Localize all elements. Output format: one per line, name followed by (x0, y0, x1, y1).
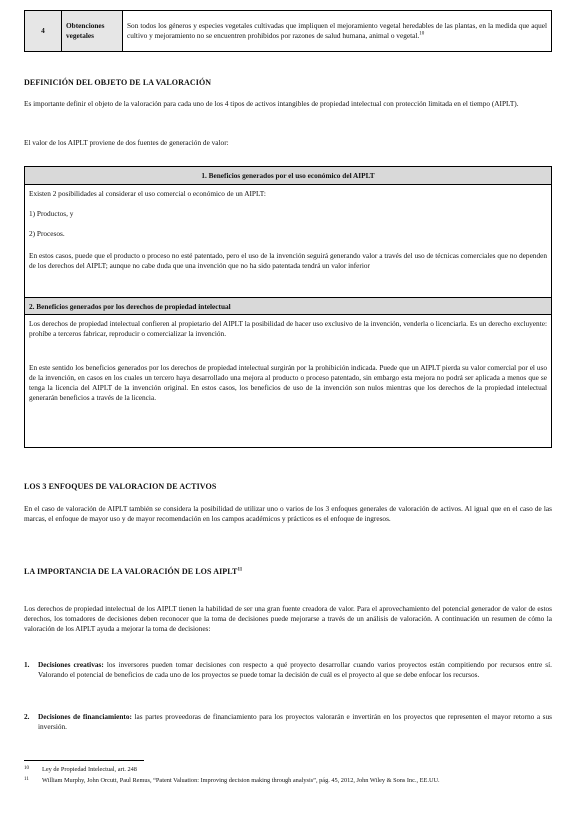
list-number: 2. (24, 712, 30, 721)
list-item (24, 660, 552, 680)
paragraph: Los derechos de propiedad intelectual de los AIPLT tienen la habilidad de ser una gran fuente creadora de valor. Para el aprovechamiento del potencial generador de valor de estos derechos, los tomadores de decisiones deben reconocer que la toma de decisiones puede mejorarse a través de un análisis de valoración. A continuación un resumen de cómo la valoración de los AIPLT ayuda a mejorar la toma de decisiones: (24, 604, 552, 633)
footnote (24, 776, 552, 785)
paragraph: 1) Productos, y (29, 209, 74, 218)
list-body: las partes proveedoras de financiamiento para los proyectos valorarán e invertirán en los proyectos que representen el mayor retorno a sus inversión. (38, 712, 553, 731)
paragraph: En el caso de valoración de AIPLT también se considera la posibilidad de utilizar uno o varios de los 3 enfoques generales de valoración de activos. Al igual que en el caso de las marcas, el enfoque de mayor uso y de mayor recomendación en los campos académicos y prácticos es el enfoque de ingresos. (24, 504, 552, 523)
list-text (38, 660, 552, 680)
footnote-text: William Murphy, John Orcutt, Paul Remus, “Patent Valuation: Improving decision making through analysis”, pág. 45, 2012, John Wiley & Sons Inc., EE.UU. (42, 777, 440, 784)
benefit-header-1: 1. Beneficios generados por el uso económico del AIPLT (25, 167, 551, 185)
section-heading-importancia (24, 567, 242, 576)
footnote-ref[interactable]: 10 (419, 31, 425, 37)
paragraph: Los derechos de propiedad intelectual confieren al propietario del AIPLT la posibilidad de hacer uso exclusivo de la invención, venderla o licenciarla. Es un derecho excluyente: prohíbe a terceros fabricar, reproducir o comercializar la invención. (29, 319, 547, 338)
list-bold-lead: Decisiones creativas: (38, 660, 104, 669)
footnote-mark: 10 (24, 766, 29, 771)
benefits-box (24, 166, 552, 448)
section-heading-enfoques: LOS 3 ENFOQUES DE VALORACION DE ACTIVOS (24, 482, 217, 491)
paragraph: Es importante definir el objeto de la valoración para cada uno de los 4 tipos de activos intangibles de propiedad intelectual con protección limitada en el tiempo (AIPLT). (24, 99, 519, 108)
paragraph: Existen 2 posibilidades al considerar el uso comercial o económico de un AIPLT: (29, 189, 266, 198)
paragraph: En este sentido los beneficios generados por los derechos de propiedad intelectual surgirán por la prohibición indicada. Puede que un AIPLT pierda su valor comercial por el uso de la invención, en casos en los cuales un tercero haya desarrollado una mejora al producto o proceso patentado, sin embargo esta mejora no podrá ser aplicada a menos que se tenga la licencia del AIPLT de la invención original. En estos casos, los beneficios de uso de la invención son nulos mientras que los derechos de la propiedad intelectual generarán beneficios a través de la licencia. (29, 363, 547, 402)
footnote (24, 765, 552, 774)
table-row (25, 11, 552, 52)
paragraph: 2) Procesos. (29, 229, 65, 238)
footnote-ref[interactable]: 11 (237, 567, 243, 573)
benefit-header-2: 2. Beneficios generados por los derechos de propiedad intelectual (25, 297, 551, 315)
footnote-mark: 11 (24, 777, 29, 782)
row-label: Obtenciones vegetales (62, 11, 123, 52)
paragraph: En estos casos, puede que el producto o proceso no esté patentado, pero el uso de la invención seguirá generando valor a través del uso de técnicas comerciales que no dependen de los derechos del AIPLT; aunque no cabe duda que una invención que no ha sido patentada tendrá un valor inferior (29, 251, 547, 270)
list-number: 1. (24, 660, 30, 669)
footnote-divider (24, 760, 144, 761)
footnote-text: Ley de Propiedad Intelectual, art. 248 (42, 766, 137, 773)
ip-types-table-row (24, 10, 552, 52)
row-number: 4 (25, 11, 62, 52)
list-bold-lead: Decisiones de financiamiento: (38, 712, 132, 721)
row-description-text: Son todos los géneros y especies vegetales cultivadas que impliquen el mejoramiento vegetal heredables de las plantas, en la medida que aquel cultivo y mejoramiento no se encuentren prohibidos por razones de salud humana, animal o vegetal. (127, 21, 547, 40)
paragraph: El valor de los AIPLT proviene de dos fuentes de generación de valor: (24, 138, 229, 147)
list-item (24, 712, 552, 732)
row-description (123, 11, 552, 52)
list-text (38, 712, 552, 732)
heading-text: LA IMPORTANCIA DE LA VALORACIÓN DE LOS AIPLT (24, 567, 238, 576)
list-body: los inversores pueden tomar decisiones con respecto a qué proyecto desarrollar cuando varios proyectos están compitiendo por recursos entre sí. Valorando el potencial de beneficios de cada uno de los proyectos se puede tomar la decisión de cuál es el proyecto al que se debe enfocar los recursos. (38, 660, 552, 679)
section-heading-definicion: DEFINICIÓN DEL OBJETO DE LA VALORACIÓN (24, 78, 212, 87)
